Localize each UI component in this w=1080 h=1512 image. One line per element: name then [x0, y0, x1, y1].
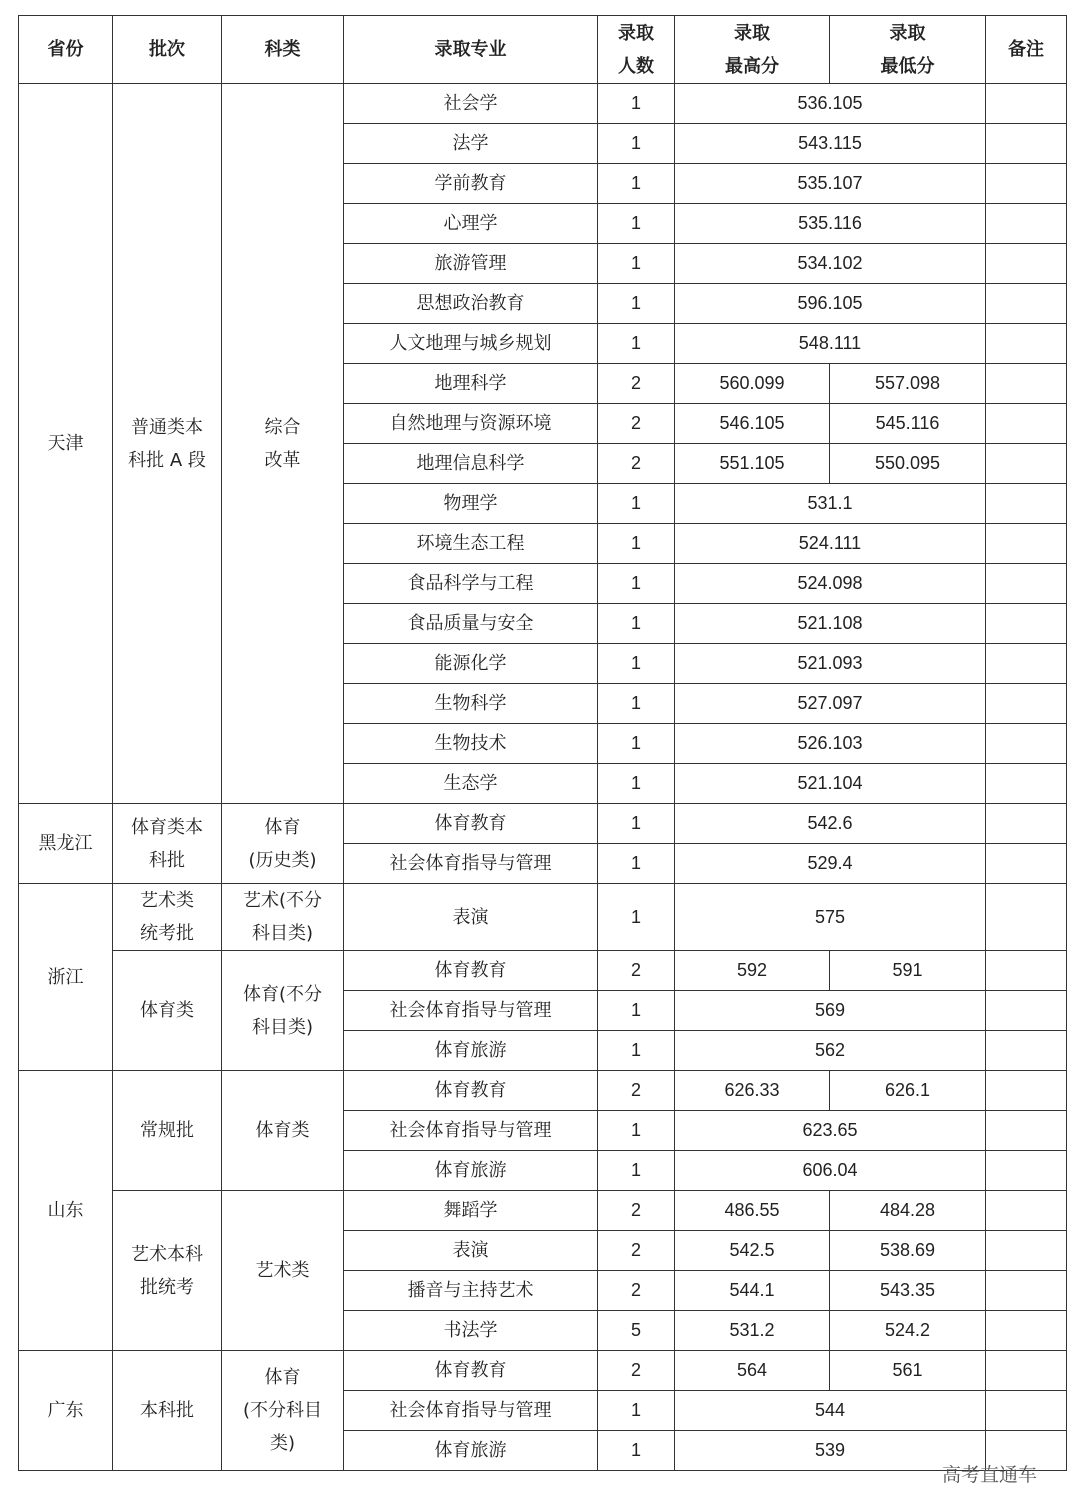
- count-cell: 1: [598, 324, 675, 364]
- count-cell: 2: [598, 404, 675, 444]
- category-cell: 体育(不分 科目类): [222, 951, 344, 1071]
- major-cell: 心理学: [344, 204, 598, 244]
- header-province: 省份: [19, 16, 113, 84]
- remark-cell: [986, 404, 1067, 444]
- remark-cell: [986, 524, 1067, 564]
- header-max-score: 录取 最高分: [675, 16, 830, 84]
- count-cell: 2: [598, 951, 675, 991]
- count-cell: 1: [598, 684, 675, 724]
- major-cell: 社会体育指导与管理: [344, 844, 598, 884]
- major-cell: 舞蹈学: [344, 1191, 598, 1231]
- major-cell: 播音与主持艺术: [344, 1271, 598, 1311]
- max-score-cell: 560.099: [675, 364, 830, 404]
- count-cell: 2: [598, 444, 675, 484]
- header-count: 录取 人数: [598, 16, 675, 84]
- major-cell: 体育教育: [344, 804, 598, 844]
- min-score-cell: 557.098: [830, 364, 986, 404]
- major-cell: 法学: [344, 124, 598, 164]
- count-cell: 2: [598, 1271, 675, 1311]
- major-cell: 表演: [344, 884, 598, 951]
- batch-cell: 体育类本 科批: [113, 804, 222, 884]
- count-cell: 1: [598, 1031, 675, 1071]
- remark-cell: [986, 991, 1067, 1031]
- count-cell: 2: [598, 364, 675, 404]
- count-cell: 1: [598, 764, 675, 804]
- category-cell: 体育类: [222, 1071, 344, 1191]
- score-cell: 575: [675, 884, 986, 951]
- score-cell: 596.105: [675, 284, 986, 324]
- major-cell: 物理学: [344, 484, 598, 524]
- category-cell: 艺术(不分 科目类): [222, 884, 344, 951]
- remark-cell: [986, 564, 1067, 604]
- score-cell: 569: [675, 991, 986, 1031]
- min-score-cell: 550.095: [830, 444, 986, 484]
- major-cell: 思想政治教育: [344, 284, 598, 324]
- remark-cell: [986, 164, 1067, 204]
- max-score-cell: 551.105: [675, 444, 830, 484]
- major-cell: 自然地理与资源环境: [344, 404, 598, 444]
- min-score-cell: 545.116: [830, 404, 986, 444]
- header-row: [19, 16, 1067, 84]
- count-cell: 2: [598, 1231, 675, 1271]
- score-cell: 521.104: [675, 764, 986, 804]
- min-score-cell: 538.69: [830, 1231, 986, 1271]
- remark-cell: [986, 1111, 1067, 1151]
- province-cell: 黑龙江: [19, 804, 113, 884]
- count-cell: 1: [598, 564, 675, 604]
- header-min-score: 录取 最低分: [830, 16, 986, 84]
- major-cell: 地理科学: [344, 364, 598, 404]
- table-row: [19, 1351, 1067, 1391]
- score-cell: 521.093: [675, 644, 986, 684]
- count-cell: 1: [598, 604, 675, 644]
- remark-cell: [986, 1391, 1067, 1431]
- score-cell: 521.108: [675, 604, 986, 644]
- major-cell: 体育教育: [344, 951, 598, 991]
- remark-cell: [986, 1031, 1067, 1071]
- major-cell: 学前教育: [344, 164, 598, 204]
- batch-cell: 常规批: [113, 1071, 222, 1191]
- remark-cell: [986, 804, 1067, 844]
- score-cell: 524.111: [675, 524, 986, 564]
- max-score-cell: 564: [675, 1351, 830, 1391]
- remark-cell: [986, 1271, 1067, 1311]
- remark-cell: [986, 724, 1067, 764]
- header-major: 录取专业: [344, 16, 598, 84]
- max-score-cell: 626.33: [675, 1071, 830, 1111]
- max-score-cell: 486.55: [675, 1191, 830, 1231]
- remark-cell: [986, 884, 1067, 951]
- remark-cell: [986, 244, 1067, 284]
- remark-cell: [986, 684, 1067, 724]
- count-cell: 1: [598, 84, 675, 124]
- category-cell: 综合 改革: [222, 84, 344, 804]
- remark-cell: [986, 1351, 1067, 1391]
- major-cell: 地理信息科学: [344, 444, 598, 484]
- score-cell: 526.103: [675, 724, 986, 764]
- count-cell: 1: [598, 284, 675, 324]
- major-cell: 体育旅游: [344, 1151, 598, 1191]
- remark-cell: [986, 644, 1067, 684]
- min-score-cell: 543.35: [830, 1271, 986, 1311]
- min-score-cell: 561: [830, 1351, 986, 1391]
- table-row: [19, 884, 1067, 951]
- major-cell: 社会学: [344, 84, 598, 124]
- major-cell: 生态学: [344, 764, 598, 804]
- min-score-cell: 626.1: [830, 1071, 986, 1111]
- count-cell: 1: [598, 724, 675, 764]
- remark-cell: [986, 604, 1067, 644]
- max-score-cell: 531.2: [675, 1311, 830, 1351]
- min-score-cell: 591: [830, 951, 986, 991]
- count-cell: 1: [598, 644, 675, 684]
- count-cell: 2: [598, 1071, 675, 1111]
- remark-cell: [986, 124, 1067, 164]
- major-cell: 生物科学: [344, 684, 598, 724]
- score-cell: 524.098: [675, 564, 986, 604]
- major-cell: 食品科学与工程: [344, 564, 598, 604]
- remark-cell: [986, 1231, 1067, 1271]
- remark-cell: [986, 1151, 1067, 1191]
- category-cell: 体育 (历史类): [222, 804, 344, 884]
- major-cell: 社会体育指导与管理: [344, 991, 598, 1031]
- count-cell: 1: [598, 1151, 675, 1191]
- count-cell: 1: [598, 164, 675, 204]
- major-cell: 体育旅游: [344, 1431, 598, 1471]
- count-cell: 1: [598, 124, 675, 164]
- header-category: 科类: [222, 16, 344, 84]
- count-cell: 2: [598, 1351, 675, 1391]
- count-cell: 2: [598, 1191, 675, 1231]
- score-cell: 543.115: [675, 124, 986, 164]
- table-row: [19, 1191, 1067, 1231]
- batch-cell: 普通类本 科批 A 段: [113, 84, 222, 804]
- header-remark: 备注: [986, 16, 1067, 84]
- min-score-cell: 524.2: [830, 1311, 986, 1351]
- major-cell: 体育教育: [344, 1071, 598, 1111]
- major-cell: 生物技术: [344, 724, 598, 764]
- count-cell: 1: [598, 484, 675, 524]
- remark-cell: [986, 284, 1067, 324]
- max-score-cell: 546.105: [675, 404, 830, 444]
- major-cell: 旅游管理: [344, 244, 598, 284]
- major-cell: 环境生态工程: [344, 524, 598, 564]
- count-cell: 1: [598, 1111, 675, 1151]
- max-score-cell: 544.1: [675, 1271, 830, 1311]
- remark-cell: [986, 1311, 1067, 1351]
- header-batch: 批次: [113, 16, 222, 84]
- remark-cell: [986, 1071, 1067, 1111]
- table-row: [19, 84, 1067, 124]
- score-cell: 606.04: [675, 1151, 986, 1191]
- major-cell: 人文地理与城乡规划: [344, 324, 598, 364]
- category-cell: 体育 (不分科目 类): [222, 1351, 344, 1471]
- major-cell: 表演: [344, 1231, 598, 1271]
- remark-cell: [986, 844, 1067, 884]
- province-cell: 天津: [19, 84, 113, 804]
- score-cell: 562: [675, 1031, 986, 1071]
- remark-cell: [986, 204, 1067, 244]
- major-cell: 体育教育: [344, 1351, 598, 1391]
- table-row: [19, 1071, 1067, 1111]
- batch-cell: 艺术本科 批统考: [113, 1191, 222, 1351]
- watermark: 高考直通车: [942, 1464, 1038, 1486]
- score-cell: 542.6: [675, 804, 986, 844]
- major-cell: 社会体育指导与管理: [344, 1391, 598, 1431]
- table-row: [19, 951, 1067, 991]
- count-cell: 1: [598, 244, 675, 284]
- score-cell: 535.116: [675, 204, 986, 244]
- major-cell: 书法学: [344, 1311, 598, 1351]
- batch-cell: 艺术类 统考批: [113, 884, 222, 951]
- score-cell: 544: [675, 1391, 986, 1431]
- major-cell: 体育旅游: [344, 1031, 598, 1071]
- max-score-cell: 542.5: [675, 1231, 830, 1271]
- score-cell: 529.4: [675, 844, 986, 884]
- remark-cell: [986, 951, 1067, 991]
- count-cell: 1: [598, 1431, 675, 1471]
- batch-cell: 体育类: [113, 951, 222, 1071]
- category-cell: 艺术类: [222, 1191, 344, 1351]
- count-cell: 1: [598, 991, 675, 1031]
- count-cell: 1: [598, 844, 675, 884]
- score-cell: 531.1: [675, 484, 986, 524]
- score-cell: 548.111: [675, 324, 986, 364]
- remark-cell: [986, 1191, 1067, 1231]
- score-cell: 536.105: [675, 84, 986, 124]
- score-cell: 527.097: [675, 684, 986, 724]
- count-cell: 1: [598, 804, 675, 844]
- score-cell: 539: [675, 1431, 986, 1471]
- count-cell: 1: [598, 204, 675, 244]
- min-score-cell: 484.28: [830, 1191, 986, 1231]
- score-cell: 623.65: [675, 1111, 986, 1151]
- major-cell: 能源化学: [344, 644, 598, 684]
- province-cell: 山东: [19, 1071, 113, 1351]
- remark-cell: [986, 764, 1067, 804]
- province-cell: 广东: [19, 1351, 113, 1471]
- count-cell: 1: [598, 884, 675, 951]
- max-score-cell: 592: [675, 951, 830, 991]
- score-cell: 534.102: [675, 244, 986, 284]
- remark-cell: [986, 324, 1067, 364]
- table-row: [19, 804, 1067, 844]
- remark-cell: [986, 84, 1067, 124]
- major-cell: 食品质量与安全: [344, 604, 598, 644]
- admission-score-table: [18, 15, 1067, 1471]
- score-cell: 535.107: [675, 164, 986, 204]
- count-cell: 1: [598, 524, 675, 564]
- count-cell: 1: [598, 1391, 675, 1431]
- province-cell: 浙江: [19, 884, 113, 1071]
- count-cell: 5: [598, 1311, 675, 1351]
- remark-cell: [986, 364, 1067, 404]
- batch-cell: 本科批: [113, 1351, 222, 1471]
- remark-cell: [986, 444, 1067, 484]
- remark-cell: [986, 484, 1067, 524]
- major-cell: 社会体育指导与管理: [344, 1111, 598, 1151]
